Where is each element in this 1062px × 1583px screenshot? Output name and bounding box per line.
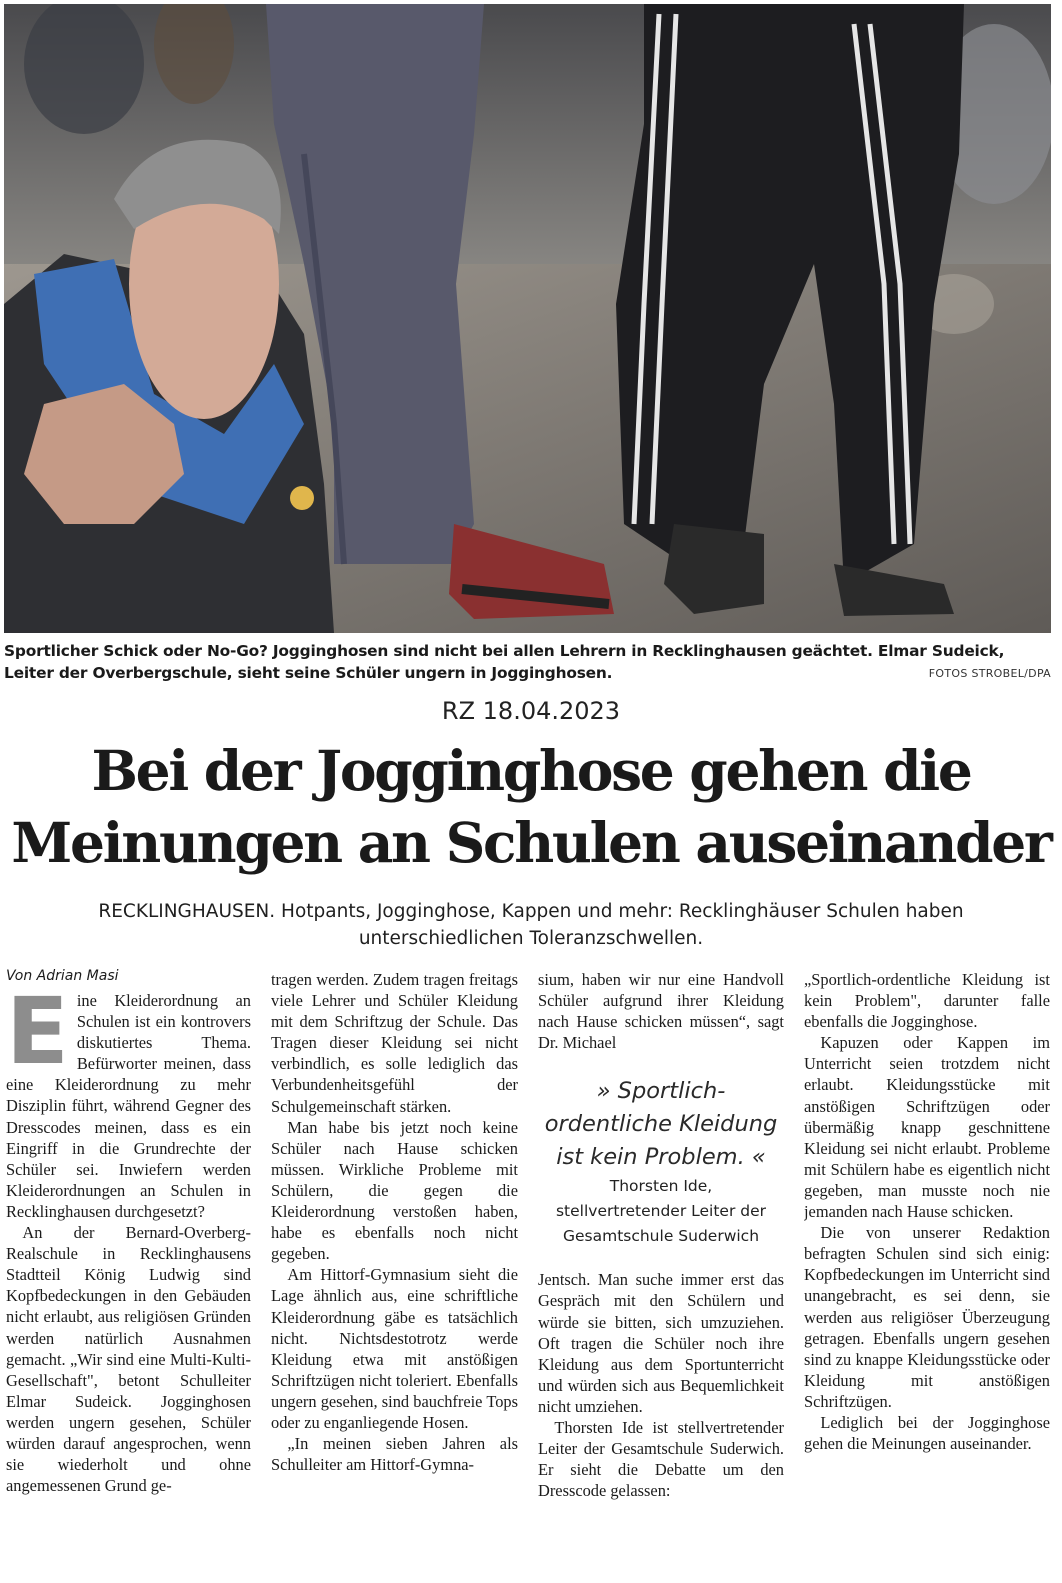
headline-line-2: Meinungen an Schulen auseinander [11,810,1051,875]
byline: Von Adrian Masi [6,968,119,984]
paragraph: Kapuzen oder Kappen im Unterricht seien trotzdem nicht erlaubt. Kleidungsstücke mit anstößigen Schriftzügen oder übermäßig knapp geschnittene Kleidung sei nicht erlaubt. Probleme mit Schülern habe es eigentlich nicht gegeben, man musste noch nie jemanden nach Hause schicken. [804,1033,1050,1222]
paragraph: Am Hittorf-Gymnasium sieht die Lage ähnlich aus, eine schriftliche Kleiderordnung gäbe es tatsächlich nicht. Nichtsdestotrotz werde Kleidung etwa mit anstößigen Schriftzügen nicht toleriert. Ebenfalls ungern gesehen, sind bauchfreie Tops oder zu enganliegende Hosen. [271,1265,518,1432]
article-column-4 [804,969,1050,1581]
article-column-3 [538,969,784,1578]
article-column-2 [271,969,518,1581]
paragraph: „In meinen sieben Jahren als Schulleiter am Hittorf-Gymna- [271,1434,518,1475]
paragraph: Die von unserer Redaktion befragten Schulen sind sich einig: Kopfbedeckungen im Unterricht sind unangebracht, es sei denn, sie werden aus religiöser Überzeugung getragen. Ebenfalls ungern gesehen sind zu knappe Kleidungsstücke oder Kleidung mit anstößigen Schriftzügen. [804,1223,1050,1411]
paragraph: An der Bernard-Overberg-Realschule in Recklinghausens Stadtteil König Ludwig sind Kopfbedeckungen in den Gebäuden nicht erlaubt, aus religiösen Gründen werden natürlich Ausnahmen gemacht. „Wir sind eine Multi-Kulti-Gesellschaft", betont Schulleiter Elmar Sudeick. Jogginghosen werden ungern gesehen, Schüler würden darauf angesprochen, wenn sie wiederholt und ohne angemessenen Grund ge- [6,1223,251,1496]
headline-line-1: Bei der Jogginghose gehen die [91,738,971,803]
article-column-1 [6,966,251,1578]
paragraph: Thorsten Ide ist stellvertretender Leiter der Gesamtschule Suderwich. Er sieht die Debatte um den Dresscode gelassen: [538,1418,784,1501]
dropcap: E [6,978,69,1085]
paragraph: Jentsch. Man suche immer erst das Gespräch mit den Schülern und würde sie bitten, sich umzuziehen. Oft tragen die Schüler noch ihre Kleidung aus dem Sportunterricht und würden sich aus Bequemlichkeit nicht umziehen. [538,1270,784,1416]
pull-quote [538,1075,784,1249]
photo-caption: Sportlicher Schick oder No-Go? Jogginghosen sind nicht bei allen Lehrern in Recklinghausen geächtet. Elmar Sudeick, Leiter der Overbergschule, sieht seine Schüler ungern in Jogginghosen. [4,642,1005,682]
photo-credit: FOTOS STROBEL/DPA [928,667,1051,680]
teaser-text: Hotpants, Jogginghose, Kappen und mehr: Recklinghäuser Schulen haben unterschiedlichen Toleranzschwellen. [275,901,964,949]
pull-quote-author [538,1174,784,1249]
paragraph-text: ine Kleiderordnung an Schulen ist ein kontrovers diskutiertes Thema. Befürworter meinen, dass eine Kleiderordnung zu mehr Disziplin führt, während Gegner des Dresscodes meinen, dass es ein Eingriff in die Grundrechte der Schüler sei. Inwiefern werden Kleiderordnungen an Schulen in Recklinghausen durchgesetzt? [6,991,251,1221]
dateline: RZ 18.04.2023 [441,697,621,725]
paragraph: tragen werden. Zudem tragen freitags viele Lehrer und Schüler Kleidung mit dem Schriftzug der Schule. Das Tragen dieser Kleidung sei nicht verbindlich, es solle lediglich das Verbundenheitsgefühl der Schulgemeinschaft stärken. [271,970,518,1116]
teaser [40,898,1022,952]
pull-quote-author-name: Thorsten Ide, [609,1177,713,1196]
pull-quote-author-role: stellvertretender Leiter der Gesamtschule Suderwich [555,1202,766,1246]
paragraph: Man habe bis jetzt noch keine Schüler nach Hause schicken müssen. Wirkliche Probleme mit Schülern, die gegen die Kleiderordnung verstoßen haben, habe es ebenfalls noch nicht gegeben. [271,1117,518,1264]
paragraph: sium, haben wir nur eine Handvoll Schüler aufgrund ihrer Kleidung nach Hause schicken müssen“, sagt Dr. Michael [538,970,784,1053]
teaser-location: RECKLINGHAUSEN. [98,901,276,922]
pull-quote-text: » Sportlich-ordentliche Kleidung ist kein Problem. « [544,1078,778,1171]
headline [0,735,1062,879]
article-photo [4,4,1051,633]
paragraph: Lediglich bei der Jogginghose gehen die Meinungen auseinander. [804,1412,1050,1454]
paragraph [6,978,251,1222]
paragraph: „Sportlich-ordentliche Kleidung ist kein Problem", darunter falle ebenfalls die Jogginghose. [804,970,1050,1032]
